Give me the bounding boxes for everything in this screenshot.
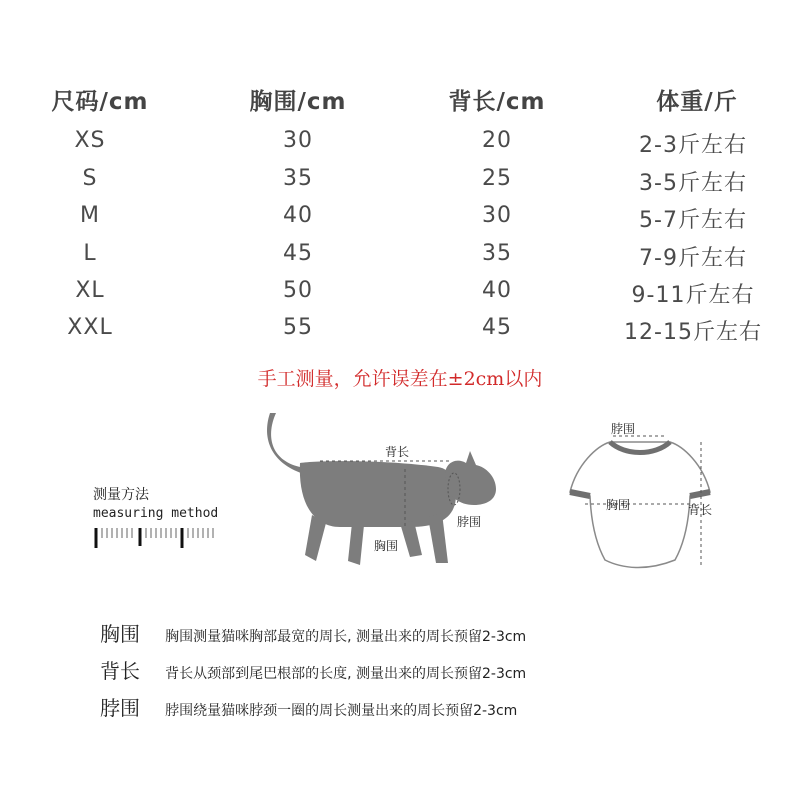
table-cell: 40 [482,278,512,303]
table-cell: XL [75,278,105,303]
description-neck [100,692,517,721]
shirt-chest-label: 胸围 [606,498,631,512]
table-cell: 35 [482,241,512,266]
shirt-neck-label: 脖围 [611,422,636,436]
table-cell: 35 [283,166,313,191]
header-weight: 体重/斤 [656,89,738,115]
description-text: 背长从颈部到尾巴根部的长度, 测量出来的周长预留2-3cm [165,666,527,682]
table-cell: 50 [283,278,313,303]
header-chest: 胸围/cm [249,89,347,115]
cat-back-label: 背长 [385,445,410,459]
method-label-zh: 测量方法 [93,487,149,503]
table-cell: XS [74,128,106,153]
description-back [100,655,526,684]
cat-chest-label: 胸围 [374,539,399,553]
table-cell: M [80,203,100,228]
tolerance-note: 手工测量，允许误差在±2cm以内 [257,368,543,390]
description-key: 背长 [100,659,140,683]
table-cell: 40 [283,203,313,228]
table-cell: 5-7斤左右 [639,208,747,233]
table-cell: XXL [67,315,113,340]
method-label-en: measuring method [93,506,219,521]
description-text: 脖围绕量猫咪脖颈一圈的周长测量出来的周长预留2-3cm [165,703,518,719]
table-cell: S [82,166,98,191]
description-text: 胸围测量猫咪胸部最宽的周长, 测量出来的周长预留2-3cm [165,629,527,645]
table-cell: 45 [482,315,512,340]
table-cell: 25 [482,166,512,191]
description-chest [100,618,526,647]
table-cell: 2-3斤左右 [639,133,747,158]
table-cell: 30 [482,203,512,228]
table-cell: 30 [283,128,313,153]
table-cell: 9-11斤左右 [631,283,755,308]
table-cell: 20 [482,128,512,153]
table-cell: 45 [283,241,313,266]
header-size: 尺码/cm [51,89,149,115]
description-key: 胸围 [100,622,140,646]
table-cell: 12-15斤左右 [624,320,762,345]
table-cell: 7-9斤左右 [639,246,747,271]
description-key: 脖围 [100,696,140,720]
shirt-back-label: 背长 [688,503,713,517]
ruler-icon [92,524,232,554]
cat-neck-label: 脖围 [457,515,482,529]
table-cell: 3-5斤左右 [639,171,747,196]
header-back-length: 背长/cm [448,89,546,115]
table-cell: 55 [283,315,313,340]
table-cell: L [83,241,97,266]
